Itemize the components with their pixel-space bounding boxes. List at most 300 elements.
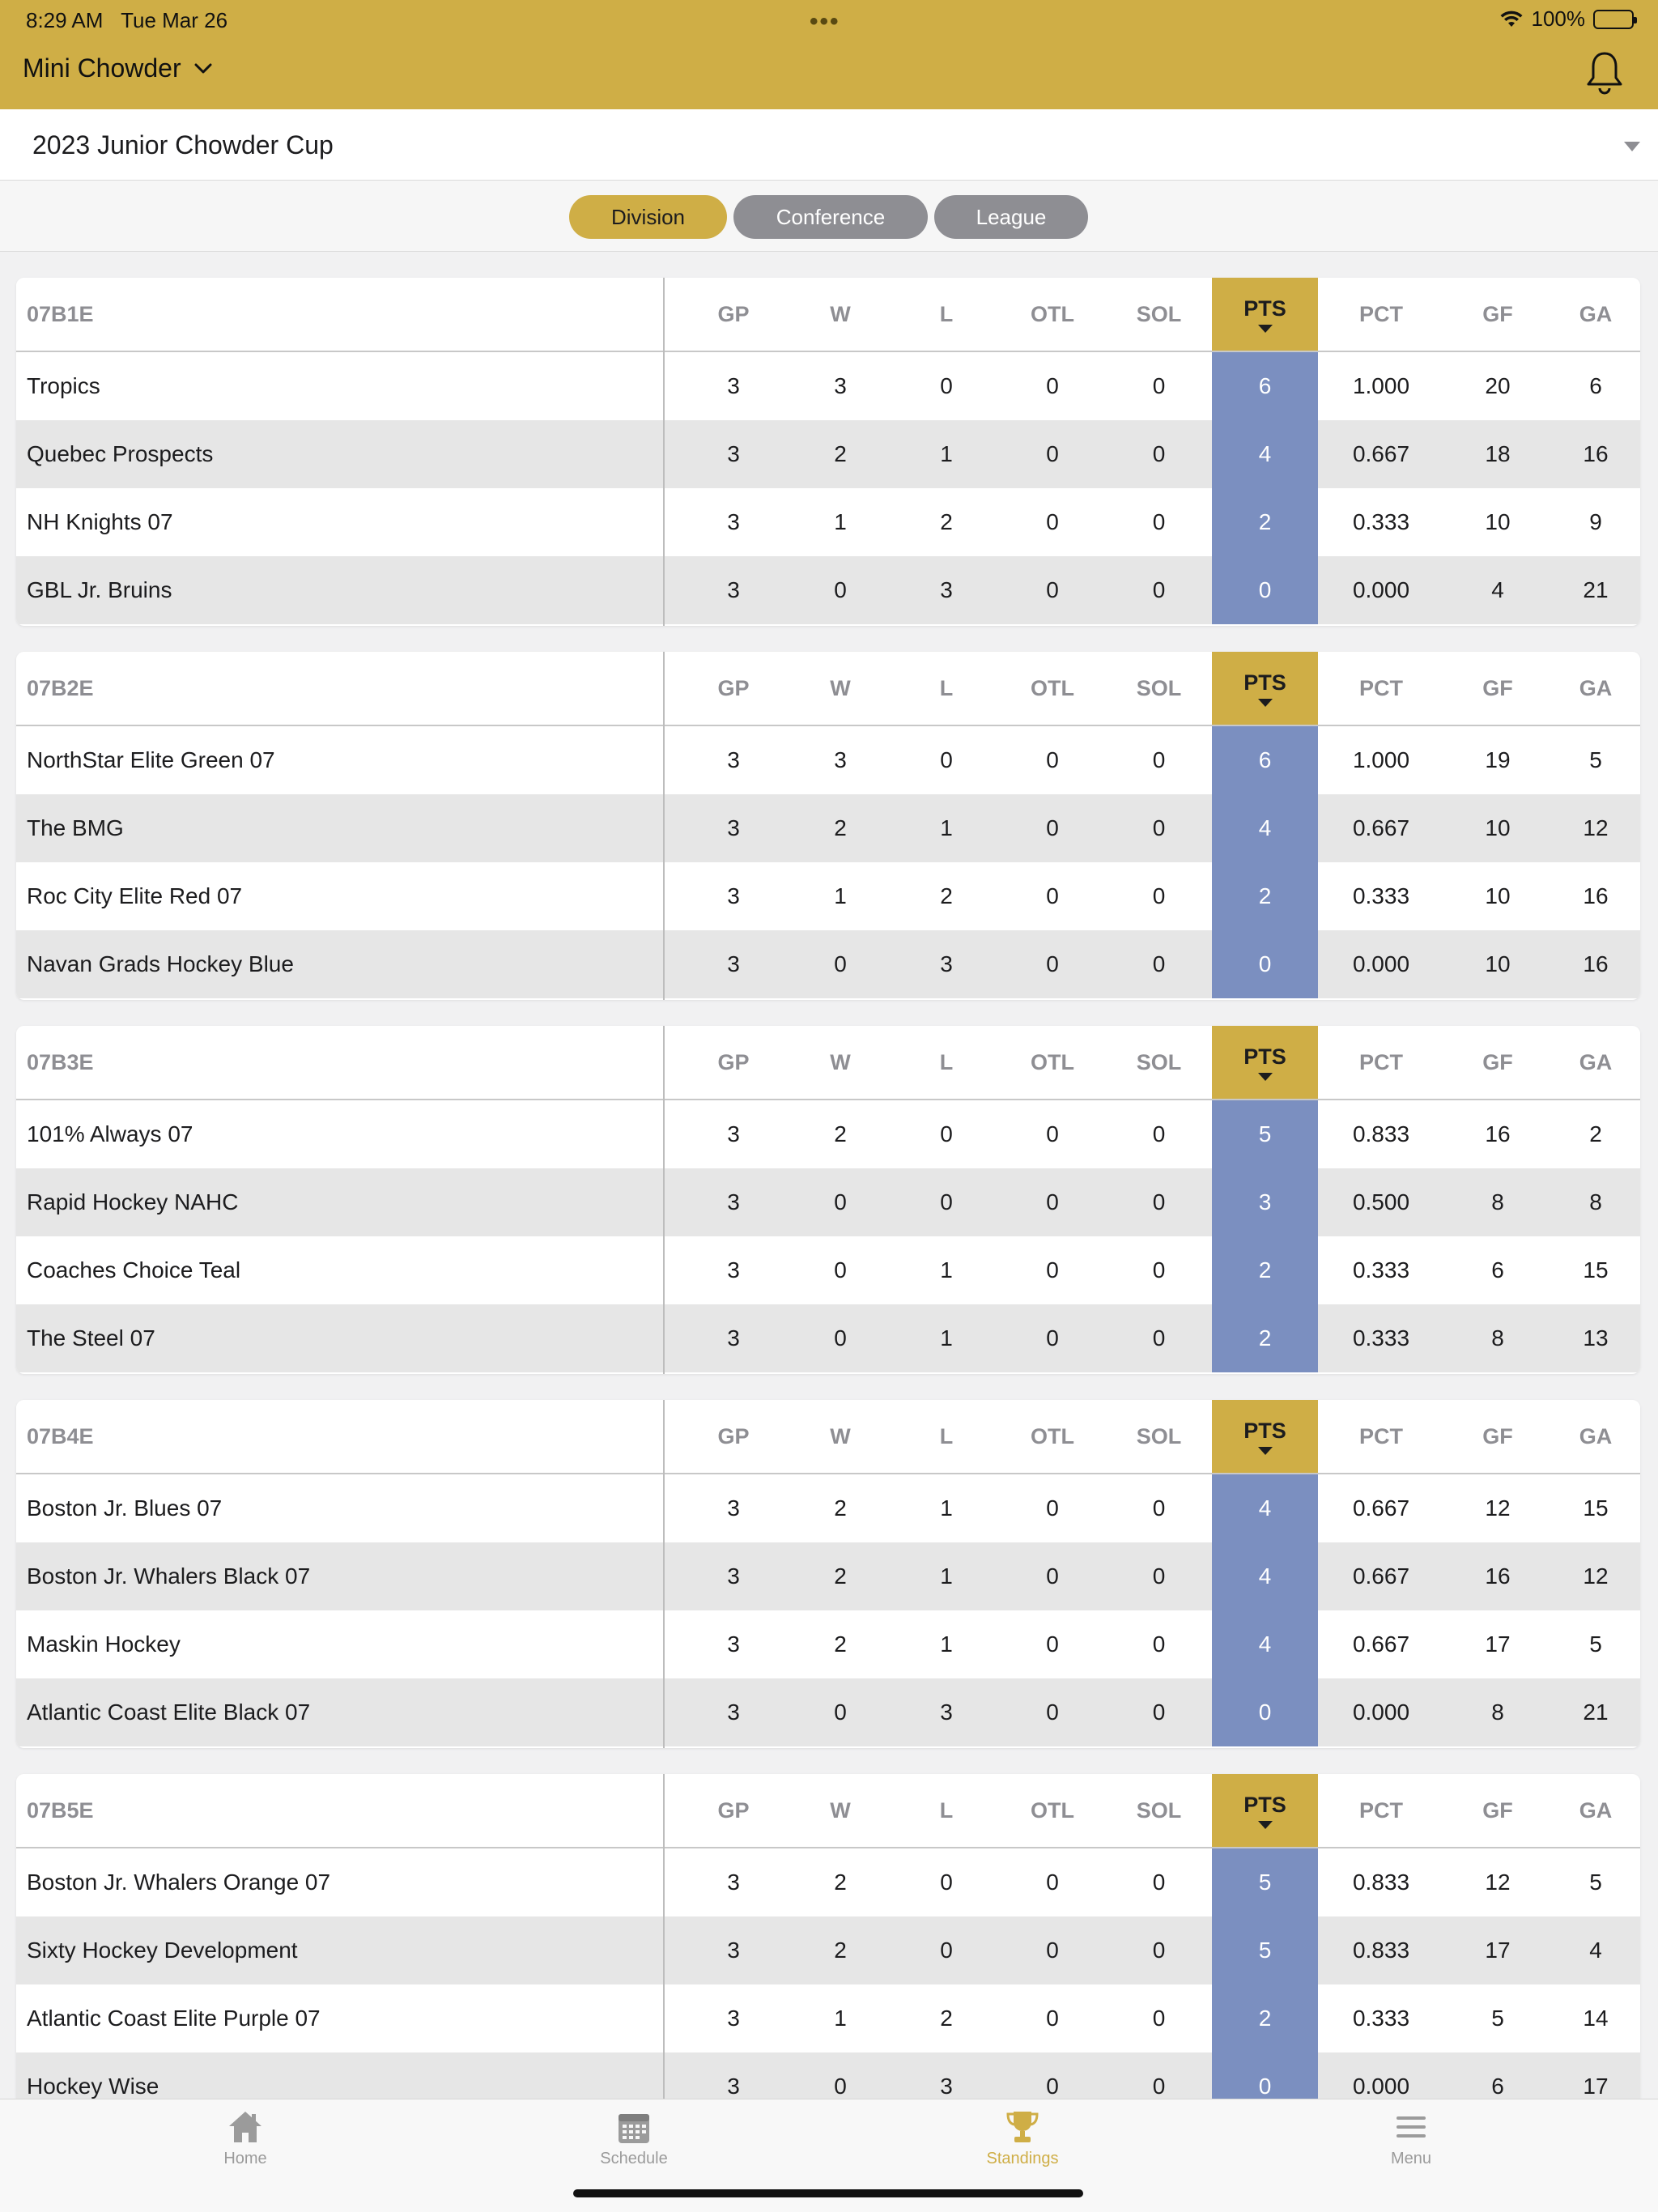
table-row[interactable] (16, 726, 1640, 794)
division-card (16, 278, 1640, 626)
division-card (16, 1774, 1640, 2122)
stat-ga: 15 (1583, 1257, 1609, 1283)
stat-pct: 0.333 (1352, 1257, 1410, 1283)
stat-gp: 3 (727, 1257, 740, 1283)
calendar-icon (615, 2109, 653, 2145)
stat-pct: 0.333 (1352, 883, 1410, 908)
stat-otl: 0 (1046, 1699, 1059, 1725)
stat-w: 0 (834, 577, 847, 602)
team-name[interactable]: 101% Always 07 (27, 1121, 193, 1146)
team-name[interactable]: Coaches Choice Teal (27, 1257, 241, 1283)
table-row[interactable] (16, 1678, 1640, 1746)
column-header-otl[interactable] (999, 1774, 1106, 1847)
stat-gf: 8 (1491, 1699, 1504, 1725)
tab-menu-label: Menu (1390, 2150, 1432, 2167)
stat-w: 3 (834, 373, 847, 398)
stat-ga: 16 (1583, 441, 1609, 466)
division-header-row (16, 278, 1640, 352)
team-name[interactable]: GBL Jr. Bruins (27, 577, 172, 602)
column-header-label: PTS (1244, 1792, 1286, 1817)
column-header-pct[interactable] (1318, 1774, 1444, 1847)
stat-ga: 13 (1583, 1325, 1609, 1351)
tab-home-label: Home (223, 2150, 267, 2167)
stat-sol: 0 (1152, 1325, 1166, 1351)
status-time: 8:29 AM Tue Mar 26 (26, 8, 228, 32)
app-header (0, 0, 1658, 109)
stat-ga: 5 (1589, 747, 1602, 772)
stat-pct: 0.500 (1352, 1189, 1410, 1214)
stat-w: 0 (834, 1189, 847, 1214)
column-header-pts[interactable] (1212, 1400, 1318, 1473)
table-row[interactable] (16, 352, 1640, 420)
column-header-label: SOL (1136, 301, 1182, 326)
table-row[interactable] (16, 862, 1640, 930)
stat-sol: 0 (1152, 1870, 1166, 1895)
table-row[interactable] (16, 1100, 1640, 1168)
stat-pts: 2 (1212, 862, 1318, 930)
column-header-label: L (939, 1797, 954, 1823)
table-row[interactable] (16, 1474, 1640, 1542)
table-row[interactable] (16, 1304, 1640, 1372)
column-header-gf[interactable] (1444, 278, 1551, 351)
chevron-down-icon (194, 63, 212, 74)
table-row[interactable] (16, 556, 1640, 624)
column-header-otl[interactable] (999, 1026, 1106, 1099)
stat-pct: 0.833 (1352, 1121, 1410, 1146)
stat-gf: 18 (1485, 441, 1511, 466)
column-header-label: W (830, 1423, 851, 1448)
column-header-label: SOL (1136, 675, 1182, 700)
column-header-gf[interactable] (1444, 1774, 1551, 1847)
column-header-label: PTS (1244, 296, 1286, 321)
column-header-sol[interactable] (1106, 652, 1212, 725)
table-row[interactable] (16, 1542, 1640, 1610)
stat-ga: 6 (1589, 373, 1602, 398)
stat-l: 1 (940, 1495, 953, 1521)
column-header-ga[interactable] (1551, 1774, 1640, 1847)
stat-pts: 4 (1212, 1542, 1318, 1610)
column-header-gp[interactable] (680, 652, 787, 725)
stat-ga: 5 (1589, 1870, 1602, 1895)
table-row[interactable] (16, 1610, 1640, 1678)
table-row[interactable] (16, 420, 1640, 488)
stat-pct: 0.833 (1352, 1938, 1410, 1963)
stat-w: 2 (834, 1631, 847, 1657)
column-header-pct[interactable] (1318, 278, 1444, 351)
column-header-w[interactable] (787, 1774, 894, 1847)
tab-home[interactable] (156, 2109, 334, 2182)
column-header-pct[interactable] (1318, 652, 1444, 725)
stat-pct: 0.000 (1352, 577, 1410, 602)
stat-pts: 0 (1212, 930, 1318, 998)
column-header-gp[interactable] (680, 1400, 787, 1473)
stat-l: 1 (940, 1257, 953, 1283)
menu-icon (1392, 2109, 1430, 2145)
column-header-otl[interactable] (999, 278, 1106, 351)
column-header-label: PCT (1359, 301, 1403, 326)
stat-pct: 0.667 (1352, 1563, 1410, 1589)
stat-pct: 0.833 (1352, 1870, 1410, 1895)
stat-otl: 0 (1046, 815, 1059, 840)
stat-pct: 0.333 (1352, 2006, 1410, 2031)
stat-ga: 16 (1583, 951, 1609, 976)
column-header-gf[interactable] (1444, 652, 1551, 725)
column-header-label: PCT (1359, 1049, 1403, 1074)
stat-l: 2 (940, 509, 953, 534)
column-header-label: OTL (1031, 301, 1074, 326)
stat-pts: 2 (1212, 1984, 1318, 2052)
stat-pts: 6 (1212, 726, 1318, 794)
filter-league[interactable]: League (934, 195, 1088, 239)
stat-gf: 12 (1485, 1495, 1511, 1521)
division-header-row (16, 1026, 1640, 1100)
stat-ga: 16 (1583, 883, 1609, 908)
standings-scope-filter (0, 181, 1658, 252)
team-name[interactable]: Atlantic Coast Elite Purple 07 (27, 2006, 321, 2031)
stat-sol: 0 (1152, 1938, 1166, 1963)
column-header-label: GF (1482, 1423, 1513, 1448)
column-header-pts[interactable] (1212, 278, 1318, 351)
stat-sol: 0 (1152, 1189, 1166, 1214)
stat-l: 1 (940, 1631, 953, 1657)
tab-schedule[interactable] (545, 2109, 723, 2182)
stat-sol: 0 (1152, 1699, 1166, 1725)
stat-ga: 5 (1589, 1631, 1602, 1657)
stat-gp: 3 (727, 1121, 740, 1146)
team-name[interactable]: Rapid Hockey NAHC (27, 1189, 239, 1214)
stat-pts: 4 (1212, 1610, 1318, 1678)
stat-w: 3 (834, 747, 847, 772)
column-header-gf[interactable] (1444, 1400, 1551, 1473)
org-switcher[interactable] (23, 53, 212, 83)
stat-gf: 5 (1491, 2006, 1504, 2031)
column-divider (663, 1774, 665, 2122)
column-header-label: SOL (1136, 1049, 1182, 1074)
column-header-label: W (830, 301, 851, 326)
table-row[interactable] (16, 1848, 1640, 1916)
stat-otl: 0 (1046, 1631, 1059, 1657)
stat-l: 3 (940, 577, 953, 602)
stat-pts: 5 (1212, 1100, 1318, 1168)
column-header-w[interactable] (787, 1026, 894, 1099)
stat-sol: 0 (1152, 1495, 1166, 1521)
column-header-otl[interactable] (999, 652, 1106, 725)
column-header-label: GF (1482, 675, 1513, 700)
column-header-label: PCT (1359, 675, 1403, 700)
column-header-l[interactable] (894, 1026, 999, 1099)
stat-pct: 0.667 (1352, 1495, 1410, 1521)
stat-l: 3 (940, 951, 953, 976)
stat-ga: 17 (1583, 2074, 1609, 2099)
stat-l: 3 (940, 1699, 953, 1725)
stat-gp: 3 (727, 747, 740, 772)
stat-w: 2 (834, 1870, 847, 1895)
stat-sol: 0 (1152, 2074, 1166, 2099)
column-header-label: GP (717, 675, 750, 700)
stat-l: 2 (940, 2006, 953, 2031)
stat-otl: 0 (1046, 509, 1059, 534)
team-name[interactable]: Maskin Hockey (27, 1631, 181, 1657)
stat-pts: 4 (1212, 1474, 1318, 1542)
column-header-l[interactable] (894, 1400, 999, 1473)
stat-gf: 10 (1485, 883, 1511, 908)
team-name[interactable]: The BMG (27, 815, 124, 840)
column-header-label: W (830, 1049, 851, 1074)
stat-gp: 3 (727, 1938, 740, 1963)
stat-ga: 8 (1589, 1189, 1602, 1214)
column-header-label: W (830, 1797, 851, 1823)
column-header-pct[interactable] (1318, 1026, 1444, 1099)
stat-l: 2 (940, 883, 953, 908)
home-indicator[interactable] (573, 2189, 1083, 2197)
stat-gp: 3 (727, 2006, 740, 2031)
stat-w: 0 (834, 951, 847, 976)
stat-gp: 3 (727, 1870, 740, 1895)
column-header-label: GP (717, 1049, 750, 1074)
stat-pct: 0.333 (1352, 509, 1410, 534)
stat-ga: 9 (1589, 509, 1602, 534)
stat-gp: 3 (727, 815, 740, 840)
column-header-label: GF (1482, 301, 1513, 326)
stat-gp: 3 (727, 951, 740, 976)
stat-gp: 3 (727, 577, 740, 602)
stat-gp: 3 (727, 1631, 740, 1657)
column-header-pts[interactable] (1212, 652, 1318, 725)
stat-pts: 4 (1212, 794, 1318, 862)
stat-otl: 0 (1046, 951, 1059, 976)
trophy-icon (1004, 2109, 1041, 2145)
column-divider (663, 652, 665, 1000)
tab-standings-label: Standings (986, 2150, 1059, 2167)
stat-gf: 16 (1485, 1563, 1511, 1589)
sort-descending-icon (1258, 1073, 1273, 1081)
stat-otl: 0 (1046, 1257, 1059, 1283)
table-row[interactable] (16, 1236, 1640, 1304)
column-divider (663, 278, 665, 626)
stat-sol: 0 (1152, 1631, 1166, 1657)
column-header-label: PTS (1244, 1418, 1286, 1443)
column-header-label: OTL (1031, 675, 1074, 700)
column-header-label: GP (717, 301, 750, 326)
stat-pts: 2 (1212, 488, 1318, 556)
stat-gf: 12 (1485, 1870, 1511, 1895)
column-header-w[interactable] (787, 1400, 894, 1473)
column-divider (663, 1026, 665, 1374)
stat-pct: 0.333 (1352, 1325, 1410, 1351)
stat-gp: 3 (727, 509, 740, 534)
tab-standings[interactable] (933, 2109, 1112, 2182)
column-header-label: GA (1579, 675, 1613, 700)
sort-descending-icon (1258, 699, 1273, 707)
team-name[interactable]: Tropics (27, 373, 100, 398)
column-header-ga[interactable] (1551, 1400, 1640, 1473)
team-name[interactable]: Atlantic Coast Elite Black 07 (27, 1699, 311, 1725)
column-header-label: OTL (1031, 1797, 1074, 1823)
stat-ga: 2 (1589, 1121, 1602, 1146)
column-header-label: PCT (1359, 1797, 1403, 1823)
stat-sol: 0 (1152, 747, 1166, 772)
column-header-sol[interactable] (1106, 1400, 1212, 1473)
stat-l: 0 (940, 1938, 953, 1963)
column-header-gp[interactable] (680, 278, 787, 351)
column-header-w[interactable] (787, 278, 894, 351)
stat-pts: 6 (1212, 352, 1318, 420)
column-header-label: GP (717, 1423, 750, 1448)
tournament-select[interactable] (0, 109, 1658, 181)
table-row[interactable] (16, 794, 1640, 862)
wifi-icon (1499, 11, 1524, 28)
team-name[interactable]: Navan Grads Hockey Blue (27, 951, 294, 976)
column-header-ga[interactable] (1551, 1026, 1640, 1099)
filter-division[interactable]: Division (569, 195, 727, 239)
stat-pts: 0 (1212, 1678, 1318, 1746)
stat-ga: 15 (1583, 1495, 1609, 1521)
column-header-gp[interactable] (680, 1774, 787, 1847)
stat-ga: 4 (1589, 1938, 1602, 1963)
stat-gp: 3 (727, 2074, 740, 2099)
stat-gf: 20 (1485, 373, 1511, 398)
team-name[interactable]: Quebec Prospects (27, 441, 214, 466)
stat-ga: 12 (1583, 1563, 1609, 1589)
team-name[interactable]: Boston Jr. Blues 07 (27, 1495, 223, 1521)
column-header-ga[interactable] (1551, 278, 1640, 351)
multitasking-dots-icon[interactable]: ••• (810, 8, 840, 35)
stat-ga: 21 (1583, 577, 1609, 602)
filter-conference[interactable]: Conference (733, 195, 928, 239)
column-header-l[interactable] (894, 278, 999, 351)
table-row[interactable] (16, 488, 1640, 556)
column-header-label: L (939, 1423, 954, 1448)
stat-pts: 2 (1212, 1236, 1318, 1304)
stat-gp: 3 (727, 441, 740, 466)
column-header-w[interactable] (787, 652, 894, 725)
stat-otl: 0 (1046, 373, 1059, 398)
sort-descending-icon (1258, 325, 1273, 333)
column-header-pts[interactable] (1212, 1026, 1318, 1099)
column-header-sol[interactable] (1106, 1026, 1212, 1099)
team-name[interactable]: NH Knights 07 (27, 509, 173, 534)
battery-icon (1593, 10, 1634, 29)
tab-menu[interactable] (1322, 2109, 1500, 2182)
stat-l: 1 (940, 1325, 953, 1351)
stat-pct: 0.667 (1352, 441, 1410, 466)
column-header-label: OTL (1031, 1423, 1074, 1448)
column-header-label: GA (1579, 301, 1613, 326)
division-header-row (16, 1774, 1640, 1848)
stat-sol: 0 (1152, 577, 1166, 602)
division-card (16, 1400, 1640, 1748)
stat-l: 1 (940, 1563, 953, 1589)
stat-pct: 0.667 (1352, 815, 1410, 840)
stat-sol: 0 (1152, 951, 1166, 976)
column-divider (663, 1400, 665, 1748)
stat-otl: 0 (1046, 577, 1059, 602)
home-icon (227, 2109, 264, 2145)
column-header-sol[interactable] (1106, 1774, 1212, 1847)
stat-gf: 6 (1491, 2074, 1504, 2099)
column-header-sol[interactable] (1106, 278, 1212, 351)
table-row[interactable] (16, 930, 1640, 998)
stat-sol: 0 (1152, 2006, 1166, 2031)
column-header-label: PTS (1244, 1044, 1286, 1069)
stat-gp: 3 (727, 883, 740, 908)
table-row[interactable] (16, 1168, 1640, 1236)
battery-percent: 100% (1531, 6, 1585, 31)
stat-l: 1 (940, 441, 953, 466)
stat-ga: 21 (1583, 1699, 1609, 1725)
column-header-gf[interactable] (1444, 1026, 1551, 1099)
team-name[interactable]: Roc City Elite Red 07 (27, 883, 243, 908)
stat-pts: 0 (1212, 2052, 1318, 2121)
column-header-label: SOL (1136, 1797, 1182, 1823)
stat-pts: 2 (1212, 1304, 1318, 1372)
column-header-l[interactable] (894, 652, 999, 725)
column-header-pts[interactable] (1212, 1774, 1318, 1847)
column-header-label: GA (1579, 1049, 1613, 1074)
sort-descending-icon (1258, 1821, 1273, 1829)
column-header-ga[interactable] (1551, 652, 1640, 725)
stat-w: 2 (834, 815, 847, 840)
team-name[interactable]: Hockey Wise (27, 2074, 159, 2099)
stat-sol: 0 (1152, 373, 1166, 398)
division-name: 07B5E (27, 1797, 94, 1823)
stat-sol: 0 (1152, 815, 1166, 840)
stat-l: 0 (940, 747, 953, 772)
tournament-name: 2023 Junior Chowder Cup (32, 130, 334, 160)
stat-l: 0 (940, 1121, 953, 1146)
team-name[interactable]: The Steel 07 (27, 1325, 155, 1351)
stat-pct: 1.000 (1352, 373, 1410, 398)
column-header-otl[interactable] (999, 1400, 1106, 1473)
team-name[interactable]: NorthStar Elite Green 07 (27, 747, 275, 772)
stat-otl: 0 (1046, 2074, 1059, 2099)
stat-gf: 17 (1485, 1631, 1511, 1657)
caret-down-icon (1624, 142, 1640, 151)
stat-w: 2 (834, 1121, 847, 1146)
column-header-label: PTS (1244, 670, 1286, 695)
tab-schedule-label: Schedule (600, 2150, 668, 2167)
stat-sol: 0 (1152, 883, 1166, 908)
column-header-gp[interactable] (680, 1026, 787, 1099)
stat-ga: 14 (1583, 2006, 1609, 2031)
stat-otl: 0 (1046, 1938, 1059, 1963)
team-name[interactable]: Sixty Hockey Development (27, 1938, 298, 1963)
stat-pts: 4 (1212, 420, 1318, 488)
division-header-row (16, 652, 1640, 726)
team-name[interactable]: Boston Jr. Whalers Black 07 (27, 1563, 311, 1589)
team-name[interactable]: Boston Jr. Whalers Orange 07 (27, 1870, 331, 1895)
column-header-label: L (939, 301, 954, 326)
stat-otl: 0 (1046, 441, 1059, 466)
stat-ga: 12 (1583, 815, 1609, 840)
stat-w: 0 (834, 1325, 847, 1351)
stat-otl: 0 (1046, 1121, 1059, 1146)
stat-gf: 6 (1491, 1257, 1504, 1283)
table-row[interactable] (16, 1916, 1640, 1984)
column-header-l[interactable] (894, 1774, 999, 1847)
stat-pts: 5 (1212, 1848, 1318, 1916)
stat-gp: 3 (727, 1563, 740, 1589)
column-header-label: PCT (1359, 1423, 1403, 1448)
column-header-pct[interactable] (1318, 1400, 1444, 1473)
stat-pct: 0.667 (1352, 1631, 1410, 1657)
bell-icon[interactable] (1585, 50, 1624, 96)
stat-gp: 3 (727, 1189, 740, 1214)
stat-gf: 10 (1485, 509, 1511, 534)
division-card (16, 652, 1640, 1000)
table-row[interactable] (16, 1984, 1640, 2052)
stat-otl: 0 (1046, 2006, 1059, 2031)
